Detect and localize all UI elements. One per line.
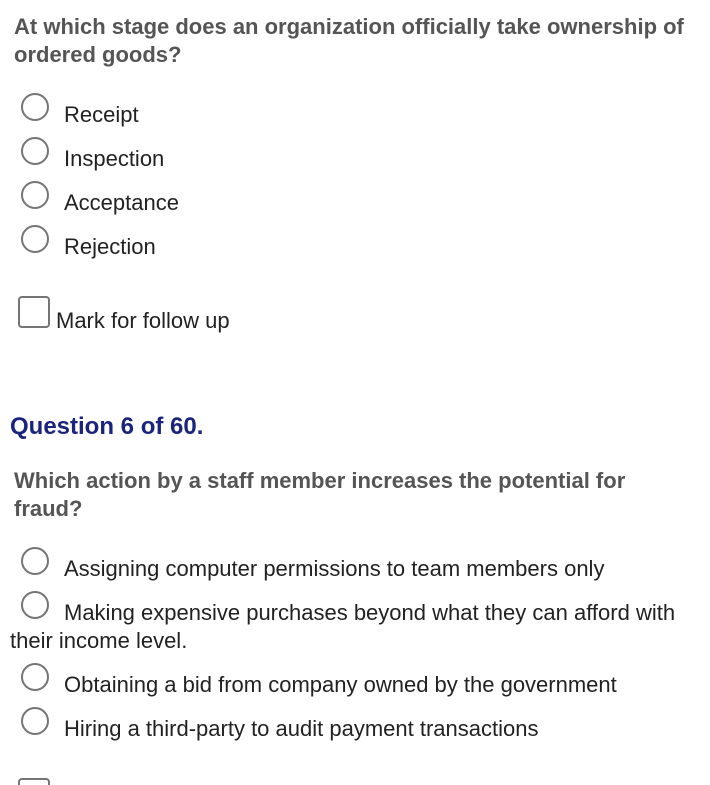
question-5-option-inspection-radio[interactable]	[21, 137, 49, 165]
question-6-option-1-radio[interactable]	[21, 547, 49, 575]
question-5-option-inspection-label[interactable]: Inspection	[64, 146, 165, 171]
question-5-option-receipt-label[interactable]: Receipt	[64, 102, 139, 127]
question-5-option-rejection-label[interactable]: Rejection	[64, 234, 156, 259]
question-6-option-4-label[interactable]: Hiring a third-party to audit payment transactions	[64, 716, 539, 741]
question-6-option-3-radio[interactable]	[21, 663, 49, 691]
question-6-option-4-radio[interactable]	[21, 707, 49, 735]
question-5-follow-up-checkbox[interactable]	[18, 296, 50, 328]
question-5-follow-up-label[interactable]: Mark for follow up	[56, 308, 230, 333]
question-6-option-2-label[interactable]: Making expensive purchases beyond what they can afford with their income level.	[10, 600, 676, 653]
question-5-option-receipt-radio[interactable]	[21, 93, 49, 121]
question-5-text: At which stage does an organization officially take ownership of ordered goods?	[14, 14, 684, 67]
question-5-option-acceptance-label[interactable]: Acceptance	[64, 190, 179, 215]
question-6-header: Question 6 of 60.	[10, 413, 204, 440]
question-6-follow-up-checkbox[interactable]	[18, 778, 50, 785]
question-6-option-1-label[interactable]: Assigning computer permissions to team members only	[64, 556, 605, 581]
question-5-option-acceptance-radio[interactable]	[21, 181, 49, 209]
question-6-option-3-label[interactable]: Obtaining a bid from company owned by the government	[64, 672, 617, 697]
question-5-option-rejection-radio[interactable]	[21, 225, 49, 253]
question-6-text: Which action by a staff member increases the potential for fraud?	[14, 468, 626, 521]
